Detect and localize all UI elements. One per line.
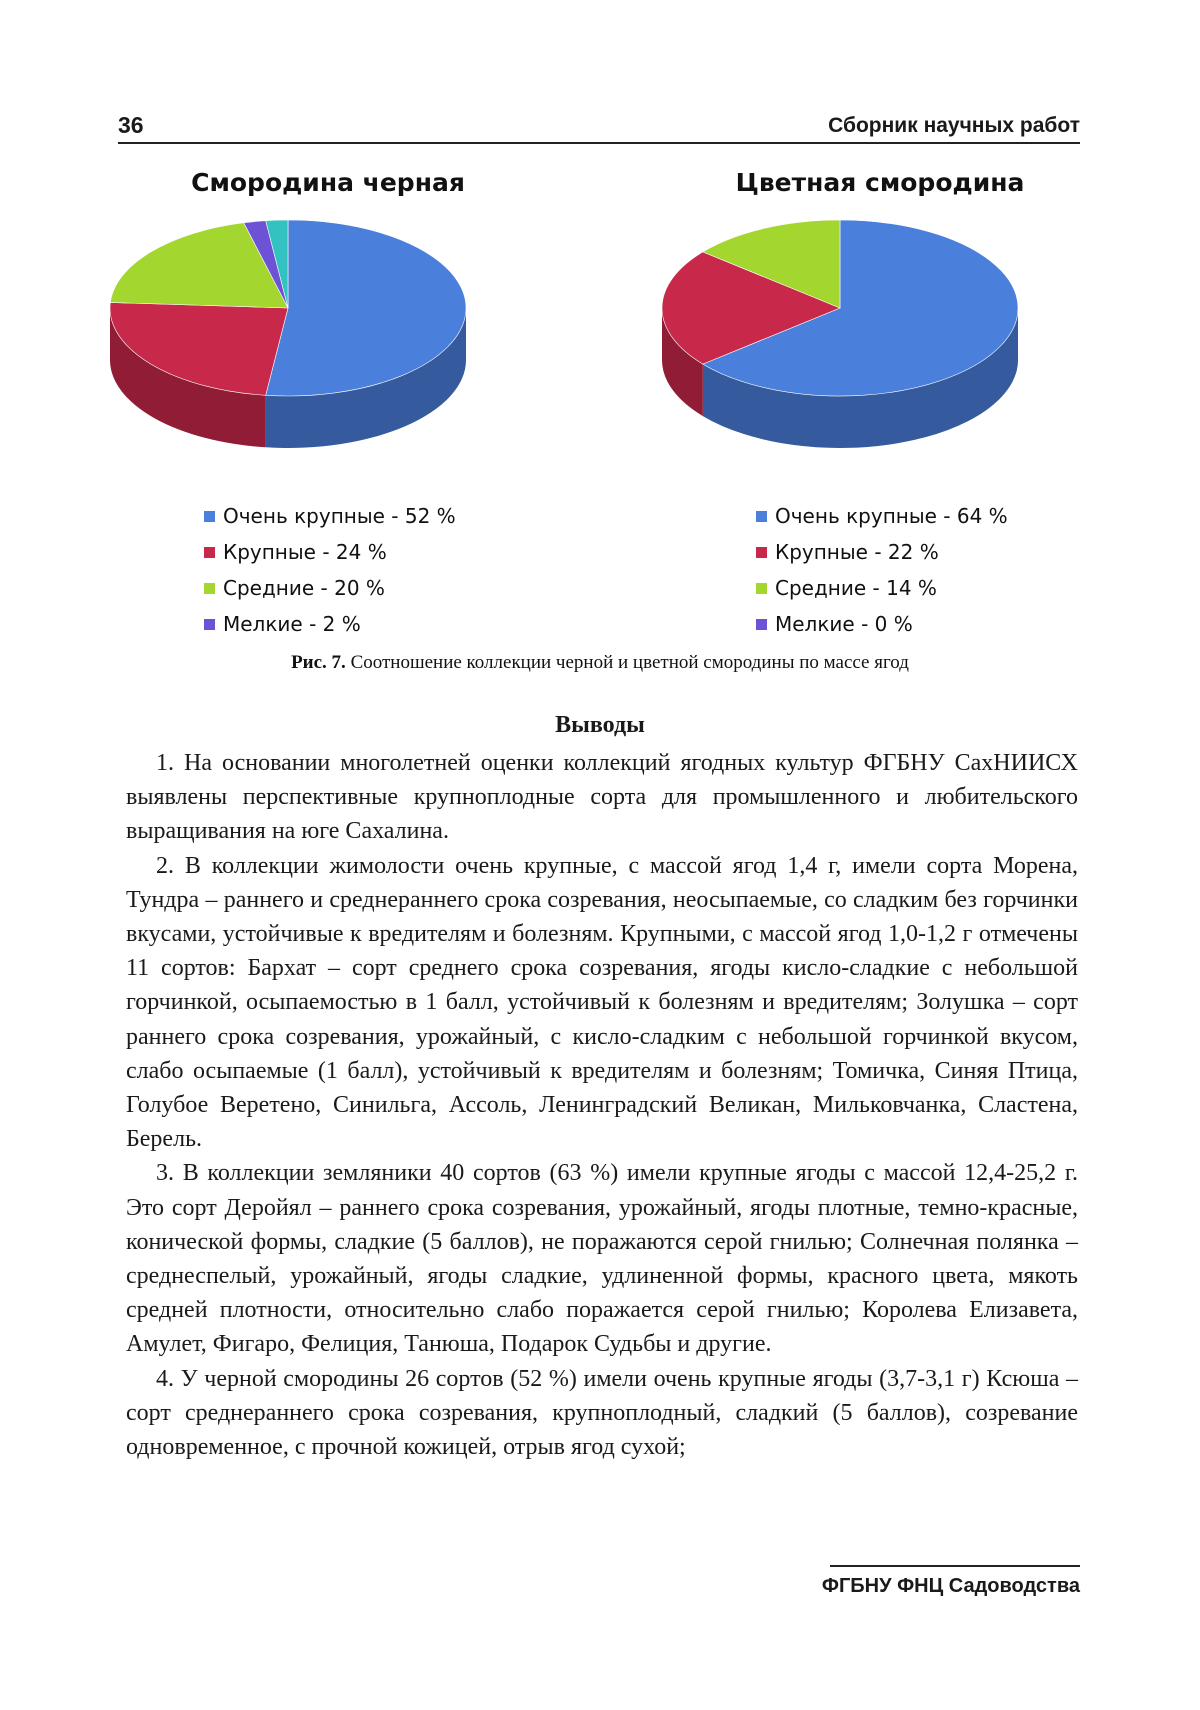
legend-swatch: [204, 547, 215, 558]
legend-item-very-large: [204, 498, 456, 534]
legend-label: Очень крупные - 52 %: [223, 504, 456, 528]
legend-item-large: [756, 534, 1008, 570]
page-header: [118, 112, 1080, 144]
paragraph: 3. В коллекции земляники 40 сортов (63 %) имели крупные ягоды с массой 12,4-25,2 г. Это сорт Деройял – раннего срока созревания, урожайный, ягоды плотные, темно-красные, конической формы, сладкие (5 баллов), не поражаются серой гнилью; Солнечная полянка – среднеспелый, урожайный, ягоды сладкие, удлиненной формы, красного цвета, мякоть средней плотности, относительно слабо поражается серой гнилью; Королева Елизавета, Амулет, Фигаро, Фелиция, Танюша, Подарок Судьбы и другие.: [126, 1160, 1078, 1358]
legend-item-large: [204, 534, 456, 570]
legend-swatch: [756, 547, 767, 558]
legend-label: Средние - 14 %: [775, 576, 937, 600]
paragraph: 1. На основании многолетней оценки коллекций ягодных культур ФГБНУ СахНИИСХ выявлены перспективные крупноплодные сорта для промышленного и любительского выращивания на юге Сахалина.: [126, 750, 1078, 845]
chart-black-currant: [108, 168, 548, 638]
legend-swatch: [204, 511, 215, 522]
page-footer: ФГБНУ ФНЦ Садоводства: [821, 1575, 1080, 1597]
chart-title: Цветная смородина: [735, 168, 1025, 197]
legend-item-small: [756, 606, 1008, 642]
chart-title: Смородина черная: [191, 168, 465, 197]
legend-item-very-large: [756, 498, 1008, 534]
chart-colored-currant: [660, 168, 1100, 638]
page-number: 36: [118, 112, 144, 138]
legend-swatch: [204, 583, 215, 594]
figure-label: Рис. 7.: [291, 652, 346, 673]
legend-swatch: [756, 511, 767, 522]
legend-label: Средние - 20 %: [223, 576, 385, 600]
pie-chart-colored-currant: [660, 213, 1100, 453]
paragraph: 4. У черной смородины 26 сортов (52 %) имели очень крупные ягоды (3,7-3,1 г) Ксюша – сорт среднераннего срока созревания, крупноплодный, сладкий (5 баллов), созревание одновременное, с прочной кожицей, отрыв ягод сухой;: [126, 1365, 1078, 1461]
legend-item-medium: [204, 570, 456, 606]
legend-item-small: [204, 606, 456, 642]
body-text: [126, 746, 1078, 1464]
legend-swatch: [756, 619, 767, 630]
figure-caption-text: Соотношение коллекции черной и цветной смородины по массе ягод: [345, 652, 909, 673]
paragraph: 2. В коллекции жимолости очень крупные, с массой ягод 1,4 г, имели сорта Морена, Тундра – раннего и среднераннего срока созревания, неосыпаемые, со сладким без горчинки вкусами, устойчивые к вредителям и болезням. Крупными, с массой ягод 1,0-1,2 г отмечены 11 сортов: Бархат – сорт среднего срока созревания, ягоды кисло-сладкие с небольшой горчинкой, осыпаемостью в 1 балл, устойчивый к болезням и вредителям; Золушка – сорт раннего срока созревания, урожайный, с кисло-сладким с небольшой горчинкой вкусом, слабо осыпаемые (1 балл), устойчивый к вредителям и болезням; Томичка, Синяя Птица, Голубое Веретено, Синильга, Ассоль, Ленинградский Великан, Мильковчанка, Сластена, Берель.: [126, 852, 1078, 1153]
section-title: Выводы: [555, 712, 645, 738]
legend-label: Крупные - 22 %: [775, 540, 939, 564]
legend-swatch: [204, 619, 215, 630]
footer-divider: [830, 1565, 1080, 1567]
running-title: Сборник научных работ: [828, 114, 1080, 137]
legend-label: Очень крупные - 64 %: [775, 504, 1008, 528]
legend-label: Крупные - 24 %: [223, 540, 387, 564]
legend-item-medium: [756, 570, 1008, 606]
legend-label: Мелкие - 2 %: [223, 612, 361, 636]
legend-label: Мелкие - 0 %: [775, 612, 913, 636]
figure-caption: [0, 652, 1200, 674]
legend-swatch: [756, 583, 767, 594]
pie-chart-black-currant: [108, 213, 548, 453]
chart-legend: [204, 498, 456, 642]
chart-legend: [756, 498, 1008, 642]
